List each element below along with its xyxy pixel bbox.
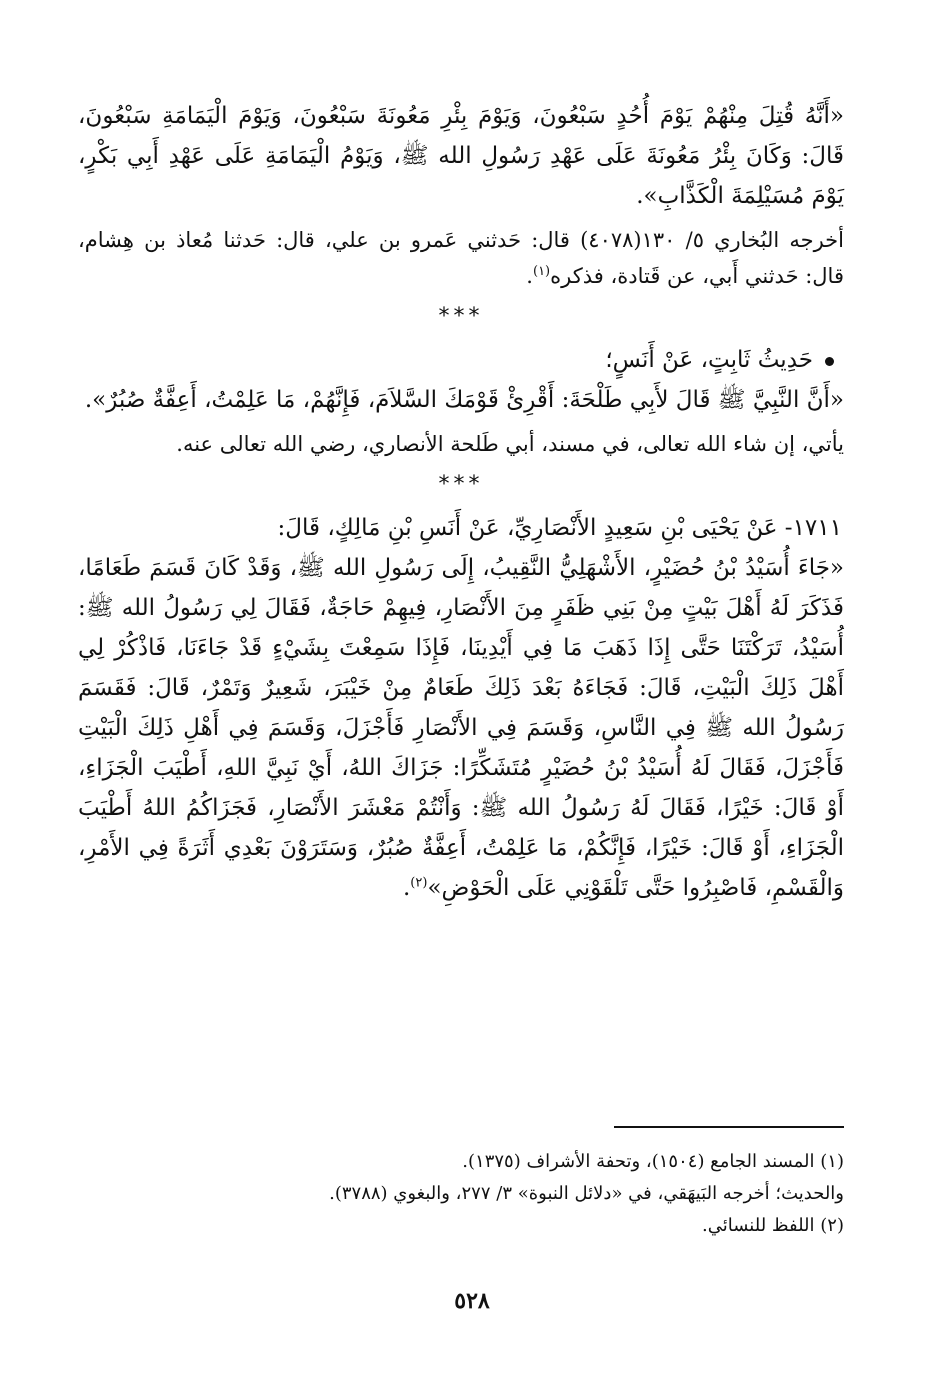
footnotes <box>78 1146 844 1242</box>
footnote-ref-2[interactable]: (٢) <box>410 875 428 891</box>
entry-heading-text: ١٧١١- عَنْ يَحْيَى بْنِ سَعِيدٍ الأَنْصَارِيِّ، عَنْ أَنَسِ بْنِ مَالِكٍ، قَالَ: <box>277 515 842 541</box>
footnote-ref-1[interactable]: (١) <box>532 264 551 279</box>
cross-reference <box>78 426 844 462</box>
section-separator-1: *** <box>438 304 484 329</box>
hadith-text-3: «جَاءَ أُسَيْدُ بْنُ حُضَيْرٍ، الأَشْهَلِيُّ النَّقِيبُ، إِلَى رَسُولِ الله ﷺ، وَقَدْ كَانَ قَسَمَ طَعَامًا، فَذَكَرَ لَهُ أَهْلَ بَيْتٍ مِنْ بَنِي ظَفَرٍ مِنَ الأَنْصَارِ، فِيهِمْ حَاجَةٌ، فَقَالَ لِي رَسُولُ الله ﷺ: أُسَيْدُ، تَرَكْتَنَا حَتَّى إِذَا ذَهَبَ مَا فِي أَيْدِينَا، فَإِذَا سَمِعْتَ بِشَيْءٍ قَدْ جَاءَنَا، فَاذْكُرْ لِي أَهْلَ ذَلِكَ الْبَيْتِ، قَالَ: فَجَاءَهُ بَعْدَ ذَلِكَ طَعَامٌ مِنْ خَيْبَرَ، شَعِيرٌ وَتَمْرٌ، قَالَ: فَقَسَمَ رَسُولُ الله ﷺ فِي النَّاسِ، وَقَسَمَ فِي الأَنْصَارِ فَأَجْزَلَ، وَقَسَمَ فِي أَهْلِ ذَلِكَ الْبَيْتِ فَأَجْزَلَ، فَقَالَ لَهُ أُسَيْدُ بْنُ حُضَيْرٍ مُتَشَكِّرًا: جَزَاكَ اللهُ، أَيْ نَبِيَّ اللهِ، أَطْيَبَ الْجَزَاءِ، أَوْ قَالَ: خَيْرًا، فَقَالَ لَهُ رَسُولُ الله ﷺ: وَأَنْتُمْ مَعْشَرَ الأَنْصَارِ، فَجَزَاكُمُ اللهُ أَطْيَبَ الْجَزَاءِ، أَوْ قَالَ: خَيْرًا، فَإِنَّكُمْ، مَا عَلِمْتُ، أَعِفَّةٌ صُبُرٌ، وَسَتَرَوْنَ بَعْدِي أَثَرَةً فِي الأَمْرِ، وَالْقَسْمِ، فَاصْبِرُوا حَتَّى تَلْقَوْنِي عَلَى الْحَوْضِ»$^{(٢)}$. <box>78 555 844 901</box>
hadith-1-body: «أَنَّهُ قُتِلَ مِنْهُمْ يَوْمَ أُحُدٍ سَبْعُونَ، وَيَوْمَ بِئْرِ مَعُونَةَ سَبْعُونَ، وَيَوْمَ الْيَمَامَةِ سَبْعُونَ، قَالَ: وَكَانَ بِئْرُ مَعُونَةَ عَلَى عَهْدِ رَسُولِ الله ﷺ، وَيَوْمُ الْيَمَامَةِ عَلَى عَهْدِ أَبِي بَكْرٍ، يَوْمَ مُسَيْلِمَةَ الْكَذَّابِ». <box>78 103 844 209</box>
section-heading <box>78 340 844 380</box>
footnote-1: (١) المسند الجامع (١٥٠٤)، وتحفة الأشراف (١٣٧٥). <box>462 1151 844 1172</box>
page-body <box>78 96 844 908</box>
hadith-text-2 <box>78 380 844 420</box>
page-number: ٥٢٨ <box>454 1288 490 1314</box>
footnote-1-continuation: والحديث؛ أخرجه البَيهَقي، في «دلائل النبوة» ٣/ ٢٧٧، والبغوي (٣٧٨٨). <box>329 1183 844 1204</box>
section-separator-2: *** <box>438 472 484 497</box>
footnote-divider <box>614 1126 844 1128</box>
hadith-2-body: «أَنَّ النَّبِيَّ ﷺ قَالَ لأَبِي طَلْحَةَ: أَقْرِئْ قَوْمَكَ السَّلاَمَ، فَإِنَّهُمْ، مَا عَلِمْتُ، أَعِفَّةٌ صُبُرٌ». <box>84 387 844 413</box>
hadith-text-1 <box>78 96 844 216</box>
takhrij-1-body: أخرجه البُخاري ٥/ ١٣٠(٤٠٧٨) قال: حَدثني عَمرو بن علي، قال: حَدثنا مُعاذ بن هِشام، قال: حَدثني أَبي، عن قَتادة، فذكره <box>78 228 844 288</box>
footnote-2: (٢) اللفظ للنسائي. <box>702 1215 844 1236</box>
bullet-icon <box>825 357 834 366</box>
section-heading-text: حَدِيثُ ثَابِتٍ، عَنْ أَنَسٍ؛ <box>605 347 813 373</box>
entry-heading <box>78 508 844 548</box>
entry-body: «جَاءَ أُسَيْدُ بْنُ حُضَيْرٍ، الأَشْهَلِيُّ النَّقِيبُ، إِلَى رَسُولِ الله ﷺ، وَقَدْ كَانَ قَسَمَ طَعَامًا، فَذَكَرَ لَهُ أَهْلَ بَيْتٍ مِنْ بَنِي ظَفَرٍ مِنَ الأَنْصَارِ، فِيهِمْ حَاجَةٌ، فَقَالَ لِي رَسُولُ الله ﷺ: أُسَيْدُ، تَرَكْتَنَا حَتَّى إِذَا ذَهَبَ مَا فِي أَيْدِينَا، فَإِذَا سَمِعْتَ بِشَيْءٍ قَدْ جَاءَنَا، فَاذْكُرْ لِي أَهْلَ ذَلِكَ الْبَيْتِ، قَالَ: فَجَاءَهُ بَعْدَ ذَلِكَ طَعَامٌ مِنْ خَيْبَرَ، شَعِيرٌ وَتَمْرٌ، قَالَ: فَقَسَمَ رَسُولُ الله ﷺ فِي النَّاسِ، وَقَسَمَ فِي الأَنْصَارِ فَأَجْزَلَ، وَقَسَمَ فِي أَهْلِ ذَلِكَ الْبَيْتِ فَأَجْزَلَ، فَقَالَ لَهُ أُسَيْدُ بْنُ حُضَيْرٍ مُتَشَكِّرًا: جَزَاكَ اللهُ، أَيْ نَبِيَّ اللهِ، أَطْيَبَ الْجَزَاءِ، أَوْ قَالَ: خَيْرًا، فَقَالَ لَهُ رَسُولُ الله ﷺ: وَأَنْتُمْ مَعْشَرَ الأَنْصَارِ، فَجَزَاكُمُ اللهُ أَطْيَبَ الْجَزَاءِ، أَوْ قَالَ: خَيْرًا، فَإِنَّكُمْ، مَا عَلِمْتُ، أَعِفَّةٌ صُبُرٌ، وَسَتَرَوْنَ بَعْدِي أَثَرَةً فِي الأَمْرِ، وَالْقَسْمِ، فَاصْبِرُوا حَتَّى تَلْقَوْنِي عَلَى الْحَوْضِ» <box>78 555 844 901</box>
takhrij-paragraph-1: أخرجه البُخاري ٥/ ١٣٠(٤٠٧٨) قال: حَدثني عَمرو بن علي، قال: حَدثنا مُعاذ بن هِشام، قال: حَدثني أَبي، عن قَتادة، فذكره$^{(١)}$. <box>78 228 844 288</box>
cross-reference-text: يأتي، إن شاء الله تعالى، في مسند، أبي طَلحة الأنصاري، رضي الله تعالى عنه. <box>176 432 844 456</box>
